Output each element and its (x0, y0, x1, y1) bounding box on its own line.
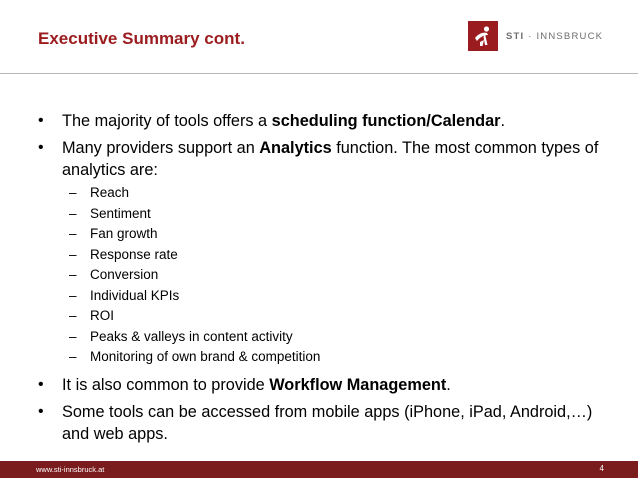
slide-body (38, 110, 613, 450)
page-number: 4 (599, 464, 604, 473)
logo-place: INNSBRUCK (536, 30, 604, 42)
sti-logo-wordmark (506, 31, 603, 42)
bullet-analytics (38, 137, 613, 181)
dash-marker: – (69, 328, 77, 344)
list-item-text: Reach (90, 185, 130, 200)
list-item-text: Response rate (90, 246, 178, 262)
list-item-text: ROI (90, 308, 115, 323)
bullet-emphasis: scheduling function/Calendar (271, 112, 501, 130)
bullet-text: Many providers support an (62, 139, 260, 157)
bullet-dot: • (38, 112, 44, 129)
bullet-text: Some tools can be accessed from mobile apps (iPhone, iPad, Android,…) and web apps. (62, 402, 593, 443)
bullet-emphasis: Workflow Management (269, 375, 447, 394)
analytics-types-list (38, 183, 613, 368)
bullet-text: The majority of tools offers a (62, 112, 272, 130)
dash-marker: – (69, 287, 77, 303)
list-item (38, 327, 613, 348)
dash-marker: – (69, 308, 77, 323)
list-item-text: Fan growth (90, 226, 158, 241)
sti-logo (468, 21, 603, 51)
list-item-text: Sentiment (90, 205, 151, 221)
list-item-text: Monitoring of own brand & competition (90, 349, 321, 364)
bullet-text-end: . (446, 375, 451, 394)
sti-logo-icon (468, 21, 498, 51)
bullet-dot: • (38, 402, 44, 420)
list-item-text: Individual KPIs (90, 287, 180, 303)
list-item (38, 265, 613, 286)
dash-marker: – (69, 185, 77, 200)
dash-marker: – (69, 226, 77, 241)
logo-brand: STI (506, 30, 525, 42)
bullet-text-end: function. The most common types of analytics are: (62, 139, 599, 179)
list-item (38, 224, 613, 245)
list-item (38, 347, 613, 368)
footer-bar (0, 461, 638, 478)
bullet-emphasis: Analytics (259, 139, 332, 157)
header-divider (0, 73, 638, 74)
list-item-text: Peaks & valleys in content activity (90, 328, 293, 344)
list-item (38, 245, 613, 266)
bullet-mobile-apps (38, 401, 613, 445)
footer-url: www.sti-innsbruck.at (36, 465, 105, 474)
list-item (38, 286, 613, 307)
list-item (38, 204, 613, 225)
bullet-dot: • (38, 139, 44, 156)
bullet-workflow (38, 374, 613, 396)
list-item-text: Conversion (90, 267, 159, 282)
bullet-scheduling (38, 110, 613, 132)
logo-separator: · (524, 30, 537, 42)
bullet-dot: • (38, 375, 44, 393)
dash-marker: – (69, 267, 77, 282)
dash-marker: – (69, 349, 77, 364)
bullet-text: It is also common to provide (62, 375, 270, 394)
list-item (38, 183, 613, 204)
slide-title: Executive Summary cont. (38, 29, 245, 48)
list-item (38, 306, 613, 327)
dash-marker: – (69, 246, 77, 262)
dash-marker: – (69, 205, 77, 221)
bullet-text-end: . (500, 112, 506, 130)
